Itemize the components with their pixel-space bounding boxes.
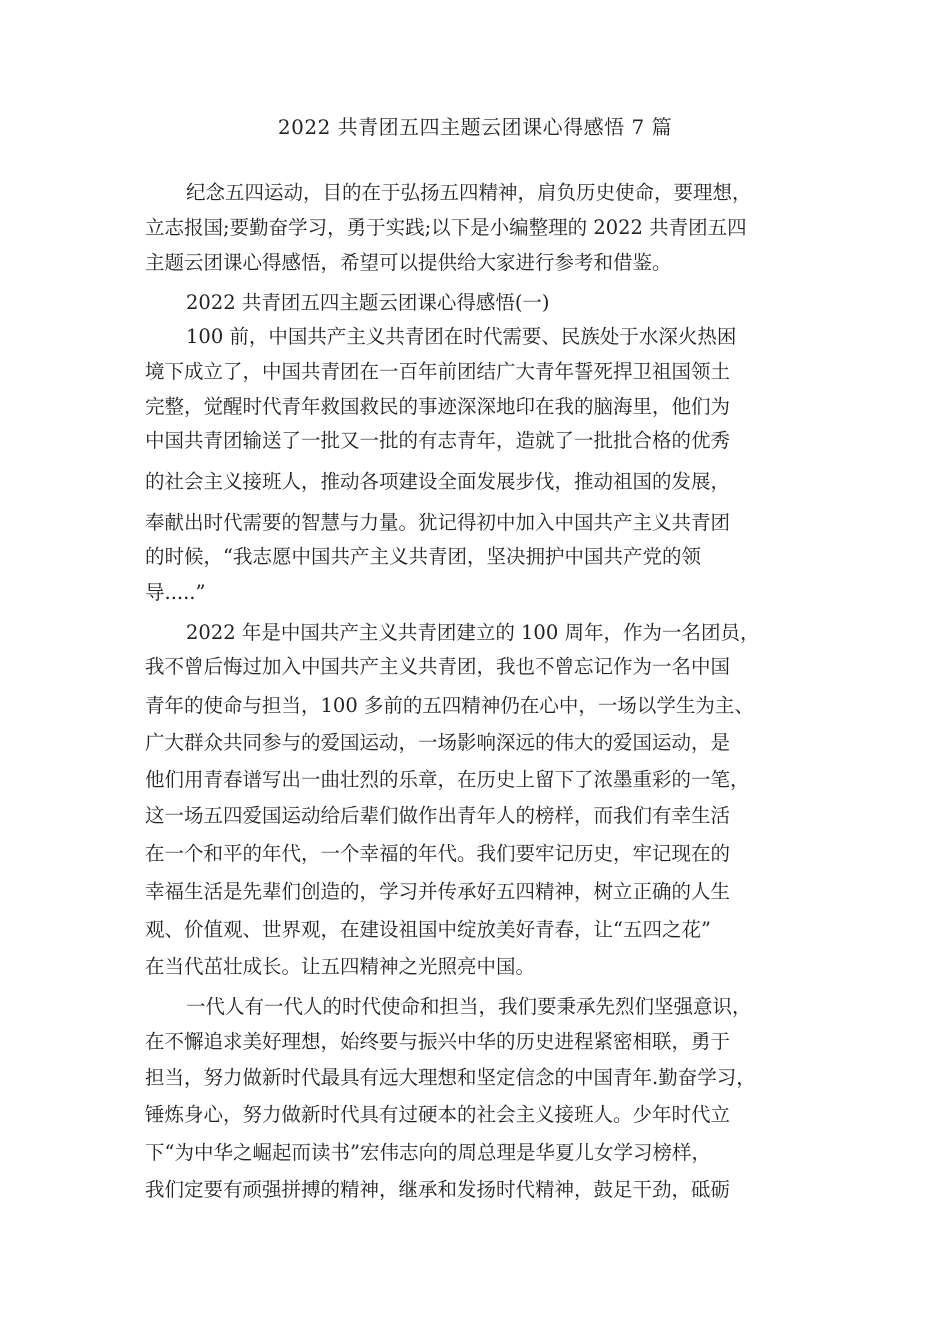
text-line: 下“为中华之崛起而读书”宏伟志向的周总理是华夏儿女学习榜样， bbox=[145, 1141, 711, 1164]
section-heading: 2022 共青团五四主题云团课心得感悟(一) bbox=[186, 291, 550, 314]
text-line: 一代人有一代人的时代使命和担当，我们要秉承先烈们坚强意识， bbox=[186, 995, 752, 1018]
text-line: 在当代茁壮成长。让五四精神之光照亮中国。 bbox=[145, 955, 536, 978]
text-line: 完整，觉醒时代青年救国救民的事迹深深地印在我的脑海里，他们为 bbox=[145, 395, 731, 418]
text-line: 广大群众共同参与的爱国运动，一场影响深远的伟大的爱国运动，是 bbox=[145, 731, 731, 754]
text-line: 我不曾后悔过加入中国共产主义共青团，我也不曾忘记作为一名中国 bbox=[145, 655, 731, 678]
text-line: 在一个和平的年代，一个幸福的年代。我们要牢记历史，牢记现在的 bbox=[145, 842, 731, 865]
text-line: 奉献出时代需要的智慧与力量。犹记得初中加入中国共产主义共青团 bbox=[145, 511, 731, 534]
text-line: 他们用青春谱写出一曲壮烈的乐章，在历史上留下了浓墨重彩的一笔， bbox=[145, 768, 750, 791]
text-line: 我们定要有顽强拼搏的精神，继承和发扬时代精神，鼓足干劲，砥砺 bbox=[145, 1178, 731, 1201]
text-line: 幸福生活是先辈们创造的，学习并传承好五四精神，树立正确的人生 bbox=[145, 880, 731, 903]
text-line: 主题云团课心得感悟，希望可以提供给大家进行参考和借鉴。 bbox=[145, 251, 672, 274]
text-line: 100 前，中国共产主义共青团在时代需要、民族处于水深火热困 bbox=[186, 325, 737, 348]
text-line: 担当，努力做新时代最具有远大理想和坚定信念的中国青年.勤奋学习， bbox=[145, 1066, 756, 1089]
text-line: 在不懈追求美好理想，始终要与振兴中华的历史进程紧密相联，勇于 bbox=[145, 1030, 731, 1053]
text-line: 纪念五四运动，目的在于弘扬五四精神，肩负历史使命，要理想， bbox=[186, 181, 752, 204]
text-line: 中国共青团输送了一批又一批的有志青年，造就了一批批合格的优秀 bbox=[145, 429, 731, 452]
text-line: 观、价值观、世界观，在建设祖国中绽放美好青春，让“五四之花” bbox=[145, 918, 711, 941]
text-line: 的时候，“我志愿中国共产主义共青团，坚决拥护中国共产党的领 bbox=[145, 545, 701, 568]
document-title: 2022 共青团五四主题云团课心得感悟 7 篇 bbox=[277, 115, 673, 139]
text-line: 导.....” bbox=[145, 581, 206, 604]
text-line: 境下成立了，中国共青团在一百年前团结广大青年誓死捍卫祖国领土 bbox=[145, 360, 731, 383]
text-line: 这一场五四爱国运动给后辈们做作出青年人的榜样，而我们有幸生活 bbox=[145, 804, 731, 827]
text-line: 青年的使命与担当，100 多前的五四精神仍在心中，一场以学生为主、 bbox=[145, 694, 754, 717]
text-line: 锤炼身心，努力做新时代具有过硬本的社会主义接班人。少年时代立 bbox=[145, 1103, 731, 1126]
text-line: 立志报国;要勤奋学习，勇于实践;以下是小编整理的 2022 共青团五四 bbox=[145, 216, 747, 239]
text-line: 2022 年是中国共产主义共青团建立的 100 周年，作为一名团员， bbox=[186, 621, 760, 644]
text-line: 的社会主义接班人，推动各项建设全面发展步伐，推动祖国的发展， bbox=[145, 470, 731, 493]
